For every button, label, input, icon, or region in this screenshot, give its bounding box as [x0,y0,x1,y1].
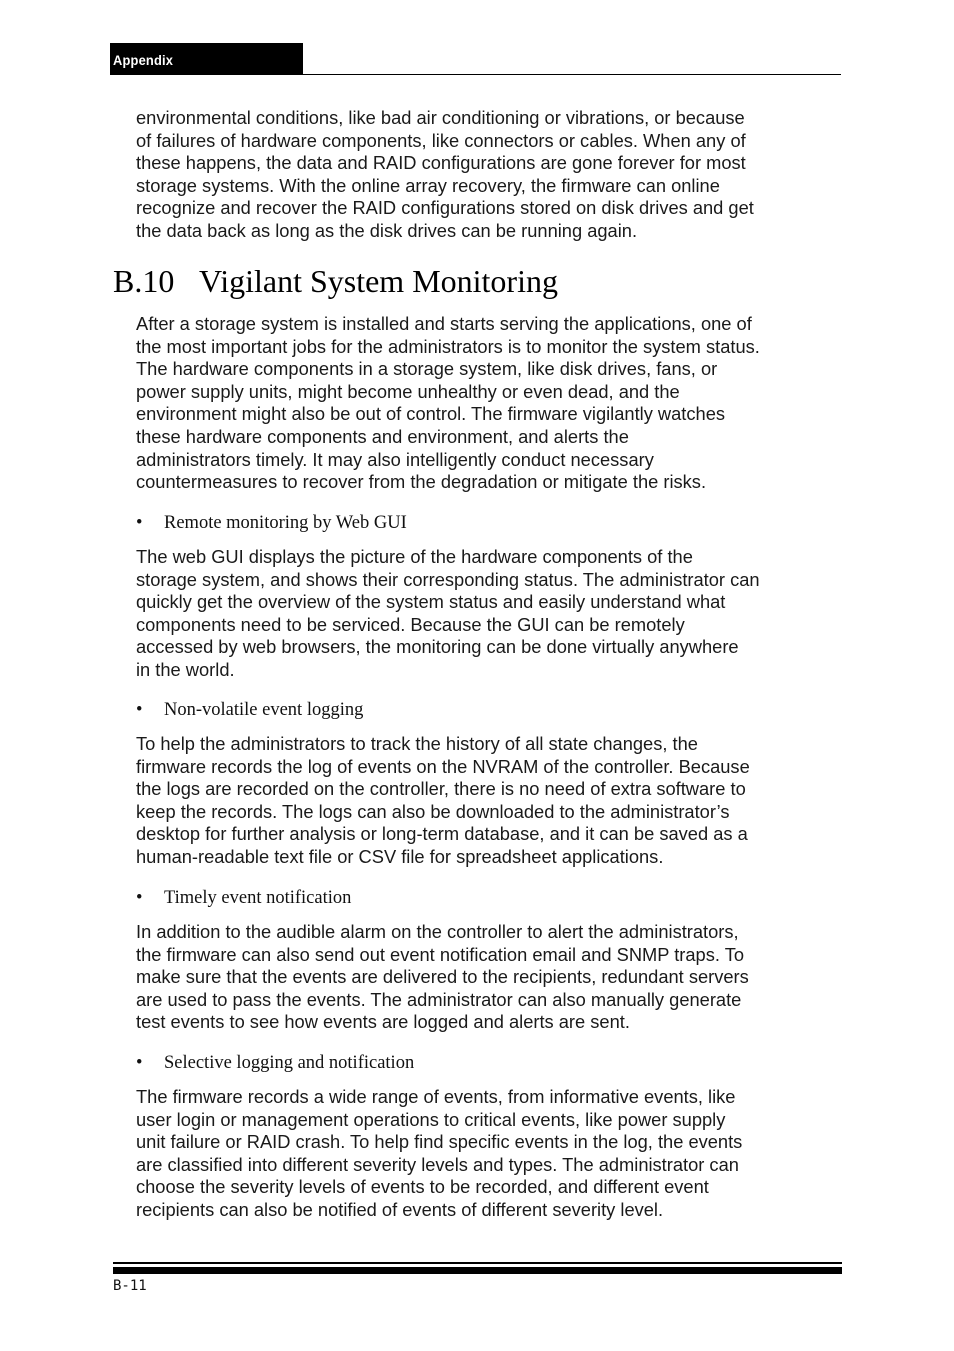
text-line: storage system, and shows their corresponding status. The administrator can [136,568,760,590]
text-line: firmware records the log of events on the NVRAM of the controller. Because [136,755,750,777]
text-line: the most important jobs for the administrators is to monitor the system status. [136,335,760,357]
bullet-body [136,921,838,1034]
header-rule [303,74,841,75]
text-line: recipients can also be notified of events of different severity level. [136,1198,664,1220]
text-line: After a storage system is installed and starts serving the applications, one of [136,313,752,334]
overview-block [136,313,838,494]
text-line: in the world. [136,658,235,680]
text-line: test events to see how events are logged and alerts are sent. [136,1011,630,1033]
bullet-icon: • [136,700,143,720]
page-number: B-11 [113,1278,147,1294]
bullet-body [136,733,838,869]
text-line: The web GUI displays the picture of the hardware components of the [136,546,693,567]
bullet-item [136,886,838,910]
text-line: To help the administrators to track the history of all state changes, the [136,733,698,754]
text-line: power supply units, might become unhealthy or even dead, and the [136,380,680,402]
bullet-title-text: Non-volatile event logging [164,700,364,720]
text-line: human-readable text file or CSV file for spreadsheet applications. [136,845,664,867]
text-line: choose the severity levels of events to be recorded, and different event [136,1176,709,1198]
section-number: B.10 [113,263,175,299]
text-line: are used to pass the events. The administrator can also manually generate [136,988,742,1010]
bullet-title-text: Timely event notification [164,888,352,908]
bullet-item [136,511,838,535]
bullet-title [136,698,838,722]
text-line: quickly get the overview of the system status and easily understand what [136,591,726,613]
text-line: are classified into different severity levels and types. The administrator can [136,1153,739,1175]
bullet-icon: • [136,513,143,533]
text-line: desktop for further analysis or long-term database, and it can be saved as a [136,823,748,845]
text-line: recognize and recover the RAID configurations stored on disk drives and get [136,197,754,219]
bullet-paragraph [136,1086,838,1222]
text-line: the firmware can also send out event notification email and SNMP traps. To [136,943,745,965]
text-line: environmental conditions, like bad air conditioning or vibrations, or because [136,107,745,128]
footer-rule-thin [113,1262,842,1264]
text-line: the data back as long as the disk drives can be running again. [136,219,638,241]
text-line: of failures of hardware components, like connectors or cables. When any of [136,129,746,151]
text-line: The hardware components in a storage system, like disk drives, fans, or [136,358,718,380]
header-label: Appendix [113,52,174,68]
intro-paragraph [136,107,838,243]
bullet-title [136,511,838,535]
bullet-icon: • [136,888,143,908]
text-line: countermeasures to recover from the degradation or mitigate the risks. [136,471,707,493]
text-line: the logs are recorded on the controller, there is no need of extra software to [136,778,746,800]
text-line: environment might also be out of control. The firmware vigilantly watches [136,403,725,425]
bullet-title-text: Selective logging and notification [164,1053,415,1073]
bullet-paragraph [136,921,838,1034]
text-line: these happens, the data and RAID configurations are gone forever for most [136,152,746,174]
bullet-item [136,698,838,722]
text-line: In addition to the audible alarm on the controller to alert the administrators, [136,921,739,942]
text-line: accessed by web browsers, the monitoring can be done virtually anywhere [136,636,739,658]
text-line: The firmware records a wide range of events, from informative events, like [136,1086,736,1107]
bullet-title-text: Remote monitoring by Web GUI [164,513,407,533]
bullet-icon: • [136,1053,143,1073]
text-line: unit failure or RAID crash. To help find specific events in the log, the events [136,1131,743,1153]
text-line: make sure that the events are delivered to the recipients, redundant servers [136,966,749,988]
text-line: these hardware components and environment, and alerts the [136,425,629,447]
bullet-paragraph [136,546,838,682]
bullet-body [136,546,838,682]
text-line: administrators timely. It may also intelligently conduct necessary [136,448,654,470]
section-heading [113,261,558,301]
text-line: keep the records. The logs can also be downloaded to the administrator’s [136,800,730,822]
bullet-item [136,1051,838,1075]
bullet-title [136,1051,838,1075]
text-line: storage systems. With the online array recovery, the firmware can online [136,174,720,196]
bullet-title [136,886,838,910]
bullet-body [136,1086,838,1222]
text-line: user login or management operations to critical events, like power supply [136,1108,726,1130]
section-title: Vigilant System Monitoring [199,263,558,299]
bullet-paragraph [136,733,838,869]
intro-block [136,107,838,243]
text-line: components need to be serviced. Because the GUI can be remotely [136,613,685,635]
overview-paragraph [136,313,838,494]
footer-rule-thick [113,1267,842,1274]
